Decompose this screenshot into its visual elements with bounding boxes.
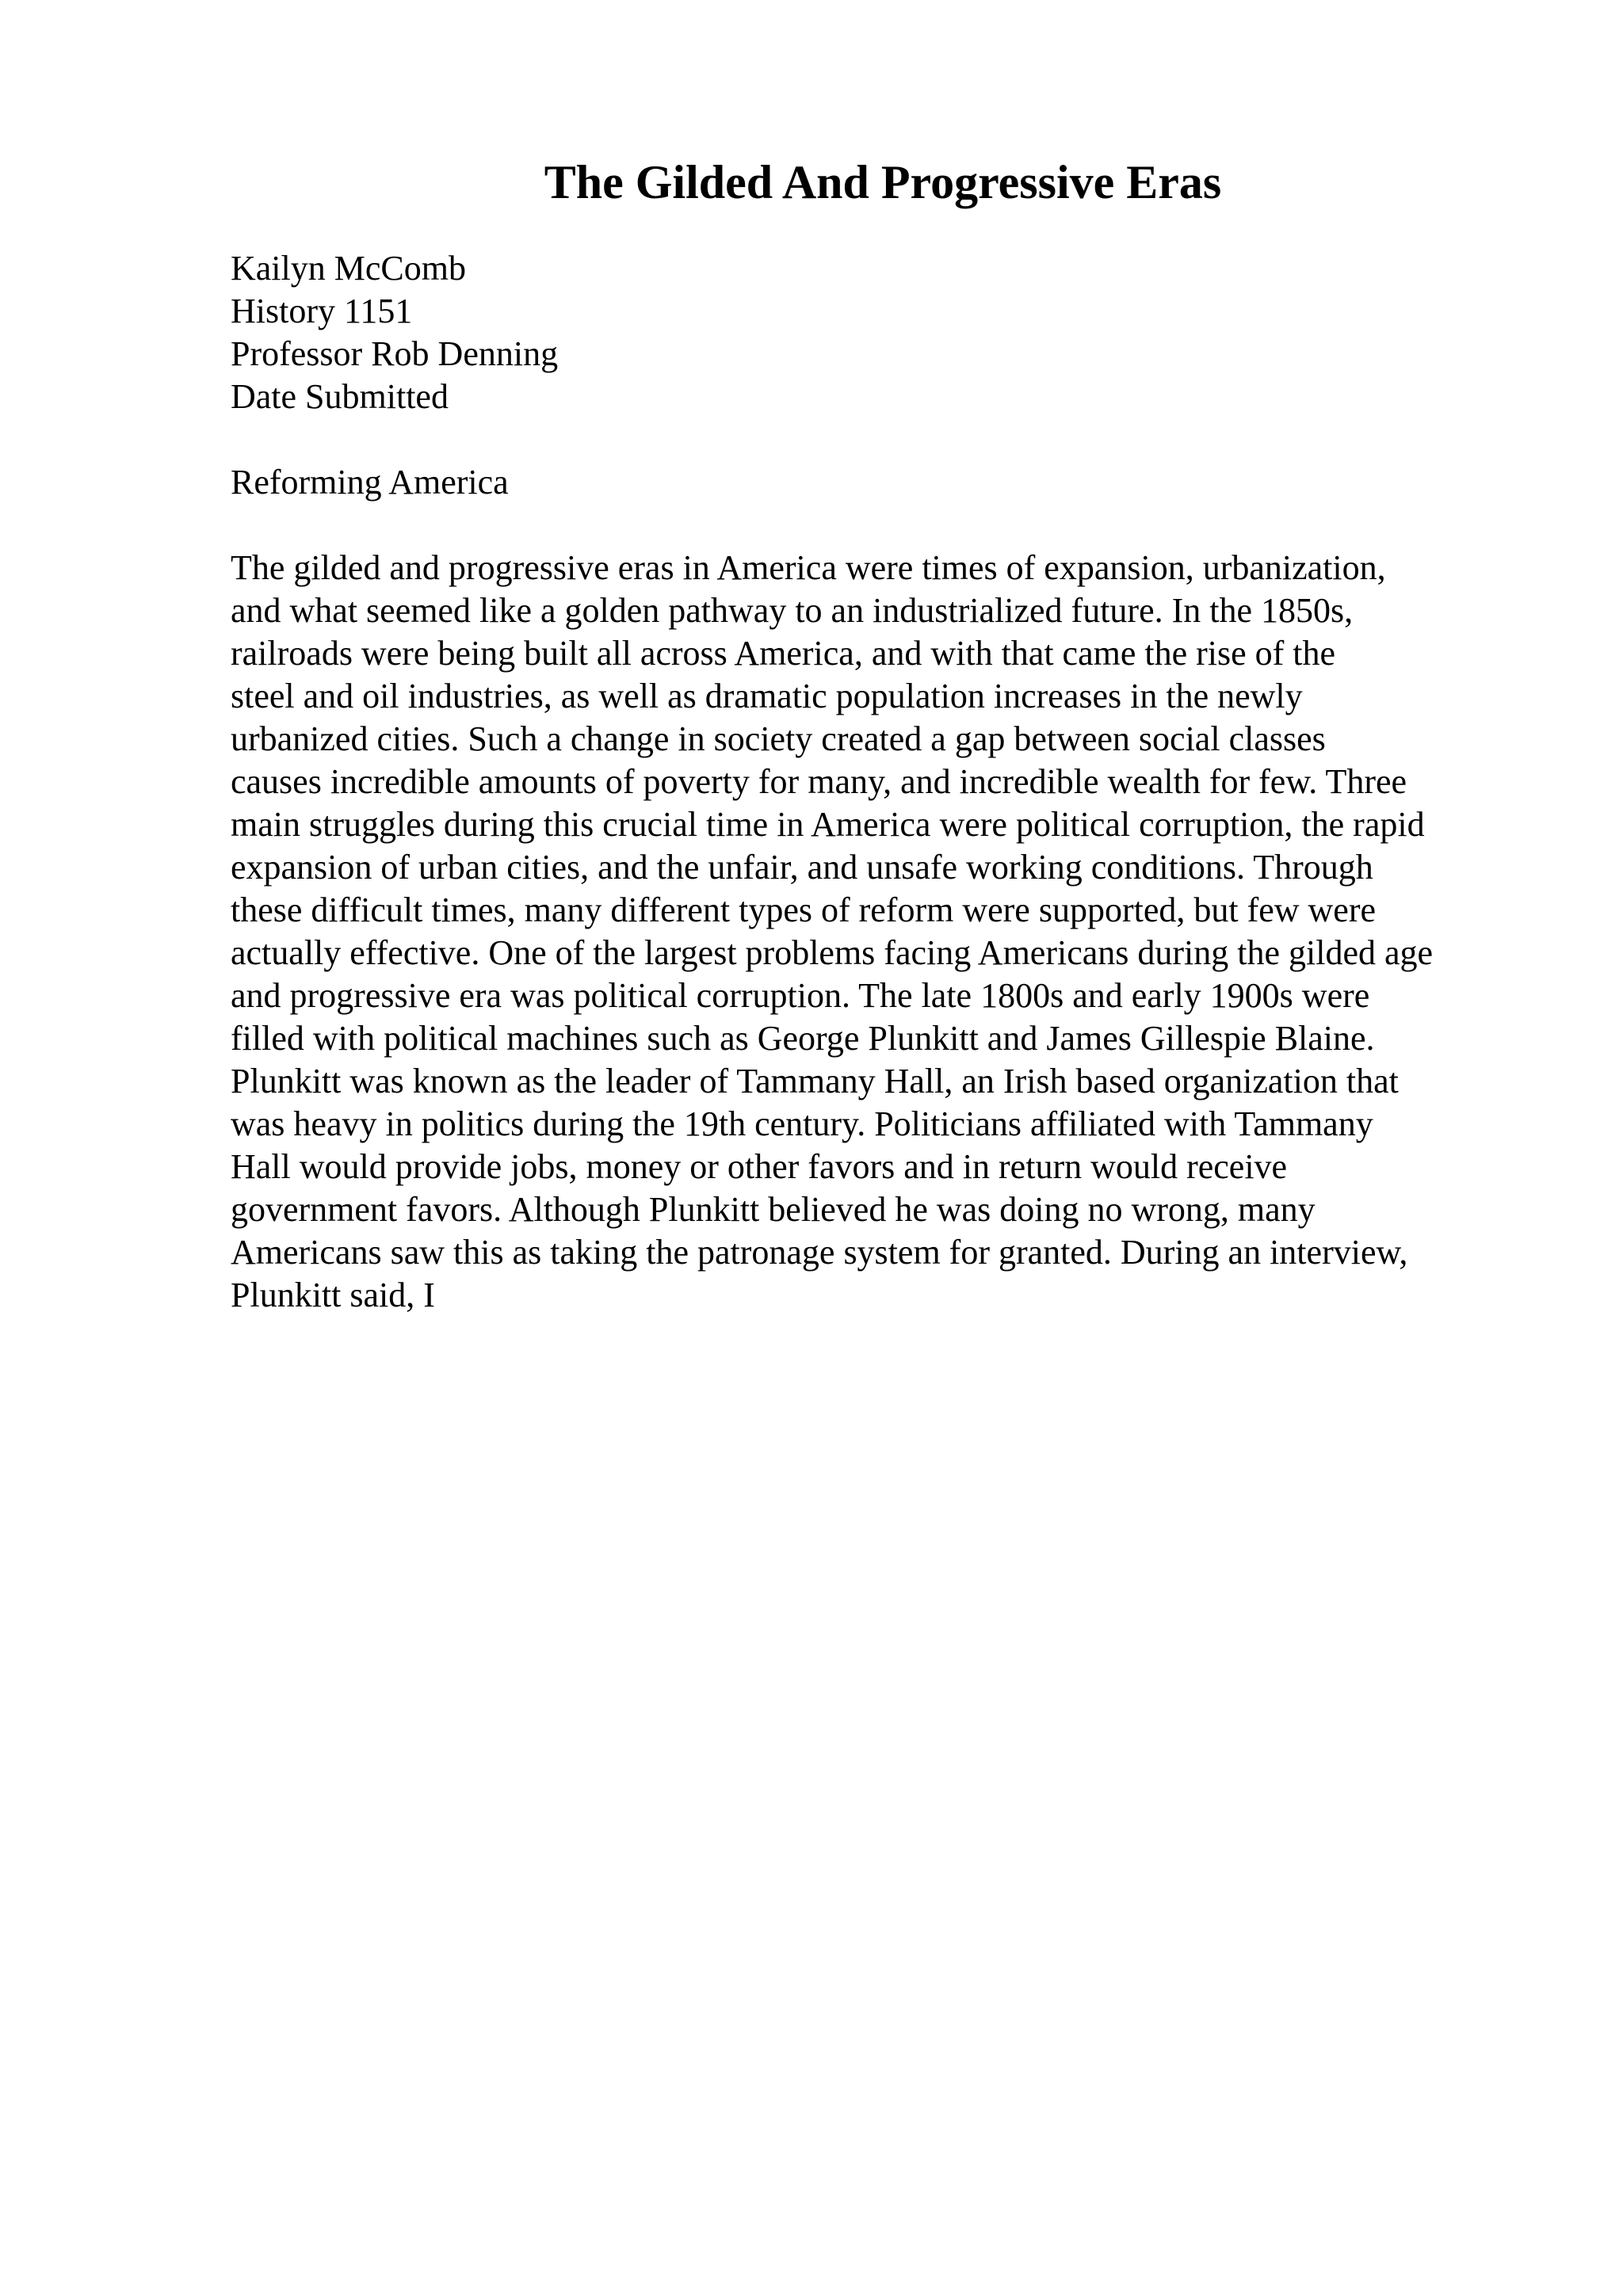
body-line: causes incredible amounts of poverty for many, and incredible wealth for few. Three (231, 762, 1407, 801)
body-line: steel and oil industries, as well as dramatic population increases in the newly (231, 677, 1303, 715)
body-line: and what seemed like a golden pathway to an industrialized future. In the 1850s, (231, 591, 1354, 630)
professor-name: Professor Rob Denning (231, 334, 559, 373)
body-line: Plunkitt said, I (231, 1276, 435, 1314)
body-line: actually effective. One of the largest problems facing Americans during the gilded age (231, 933, 1434, 972)
author-name: Kailyn McComb (231, 249, 466, 288)
body-line: expansion of urban cities, and the unfair, and unsafe working conditions. Through (231, 848, 1373, 887)
body-line: urbanized cities. Such a change in society created a gap between social classes (231, 719, 1326, 758)
body-line: Americans saw this as taking the patronage system for granted. During an interview, (231, 1233, 1408, 1272)
body-line: Plunkitt was known as the leader of Tammany Hall, an Irish based organization that (231, 1062, 1399, 1100)
course-name: History 1151 (231, 292, 413, 330)
body-line: filled with political machines such as George Plunkitt and James Gillespie Blaine. (231, 1019, 1375, 1058)
header-block (231, 247, 558, 418)
essay-subheading: Reforming America (231, 463, 509, 502)
body-line: government favors. Although Plunkitt believed he was doing no wrong, many (231, 1190, 1316, 1229)
body-line: these difficult times, many different types of reform were supported, but few were (231, 891, 1377, 929)
body-line: The gilded and progressive eras in America were times of expansion, urbanization, (231, 548, 1386, 587)
body-line: Hall would provide jobs, money or other favors and in return would receive (231, 1147, 1288, 1186)
body-line: and progressive era was political corruption. The late 1800s and early 1900s were (231, 976, 1370, 1015)
page-title: The Gilded And Progressive Eras (544, 156, 1222, 208)
body-line: railroads were being built all across America, and with that came the rise of the (231, 634, 1336, 673)
date-submitted: Date Submitted (231, 377, 449, 416)
body-line: main struggles during this crucial time in America were political corruption, the rapid (231, 805, 1425, 844)
essay-body (231, 547, 1514, 1317)
body-line: was heavy in politics during the 19th century. Politicians affiliated with Tammany (231, 1104, 1373, 1143)
